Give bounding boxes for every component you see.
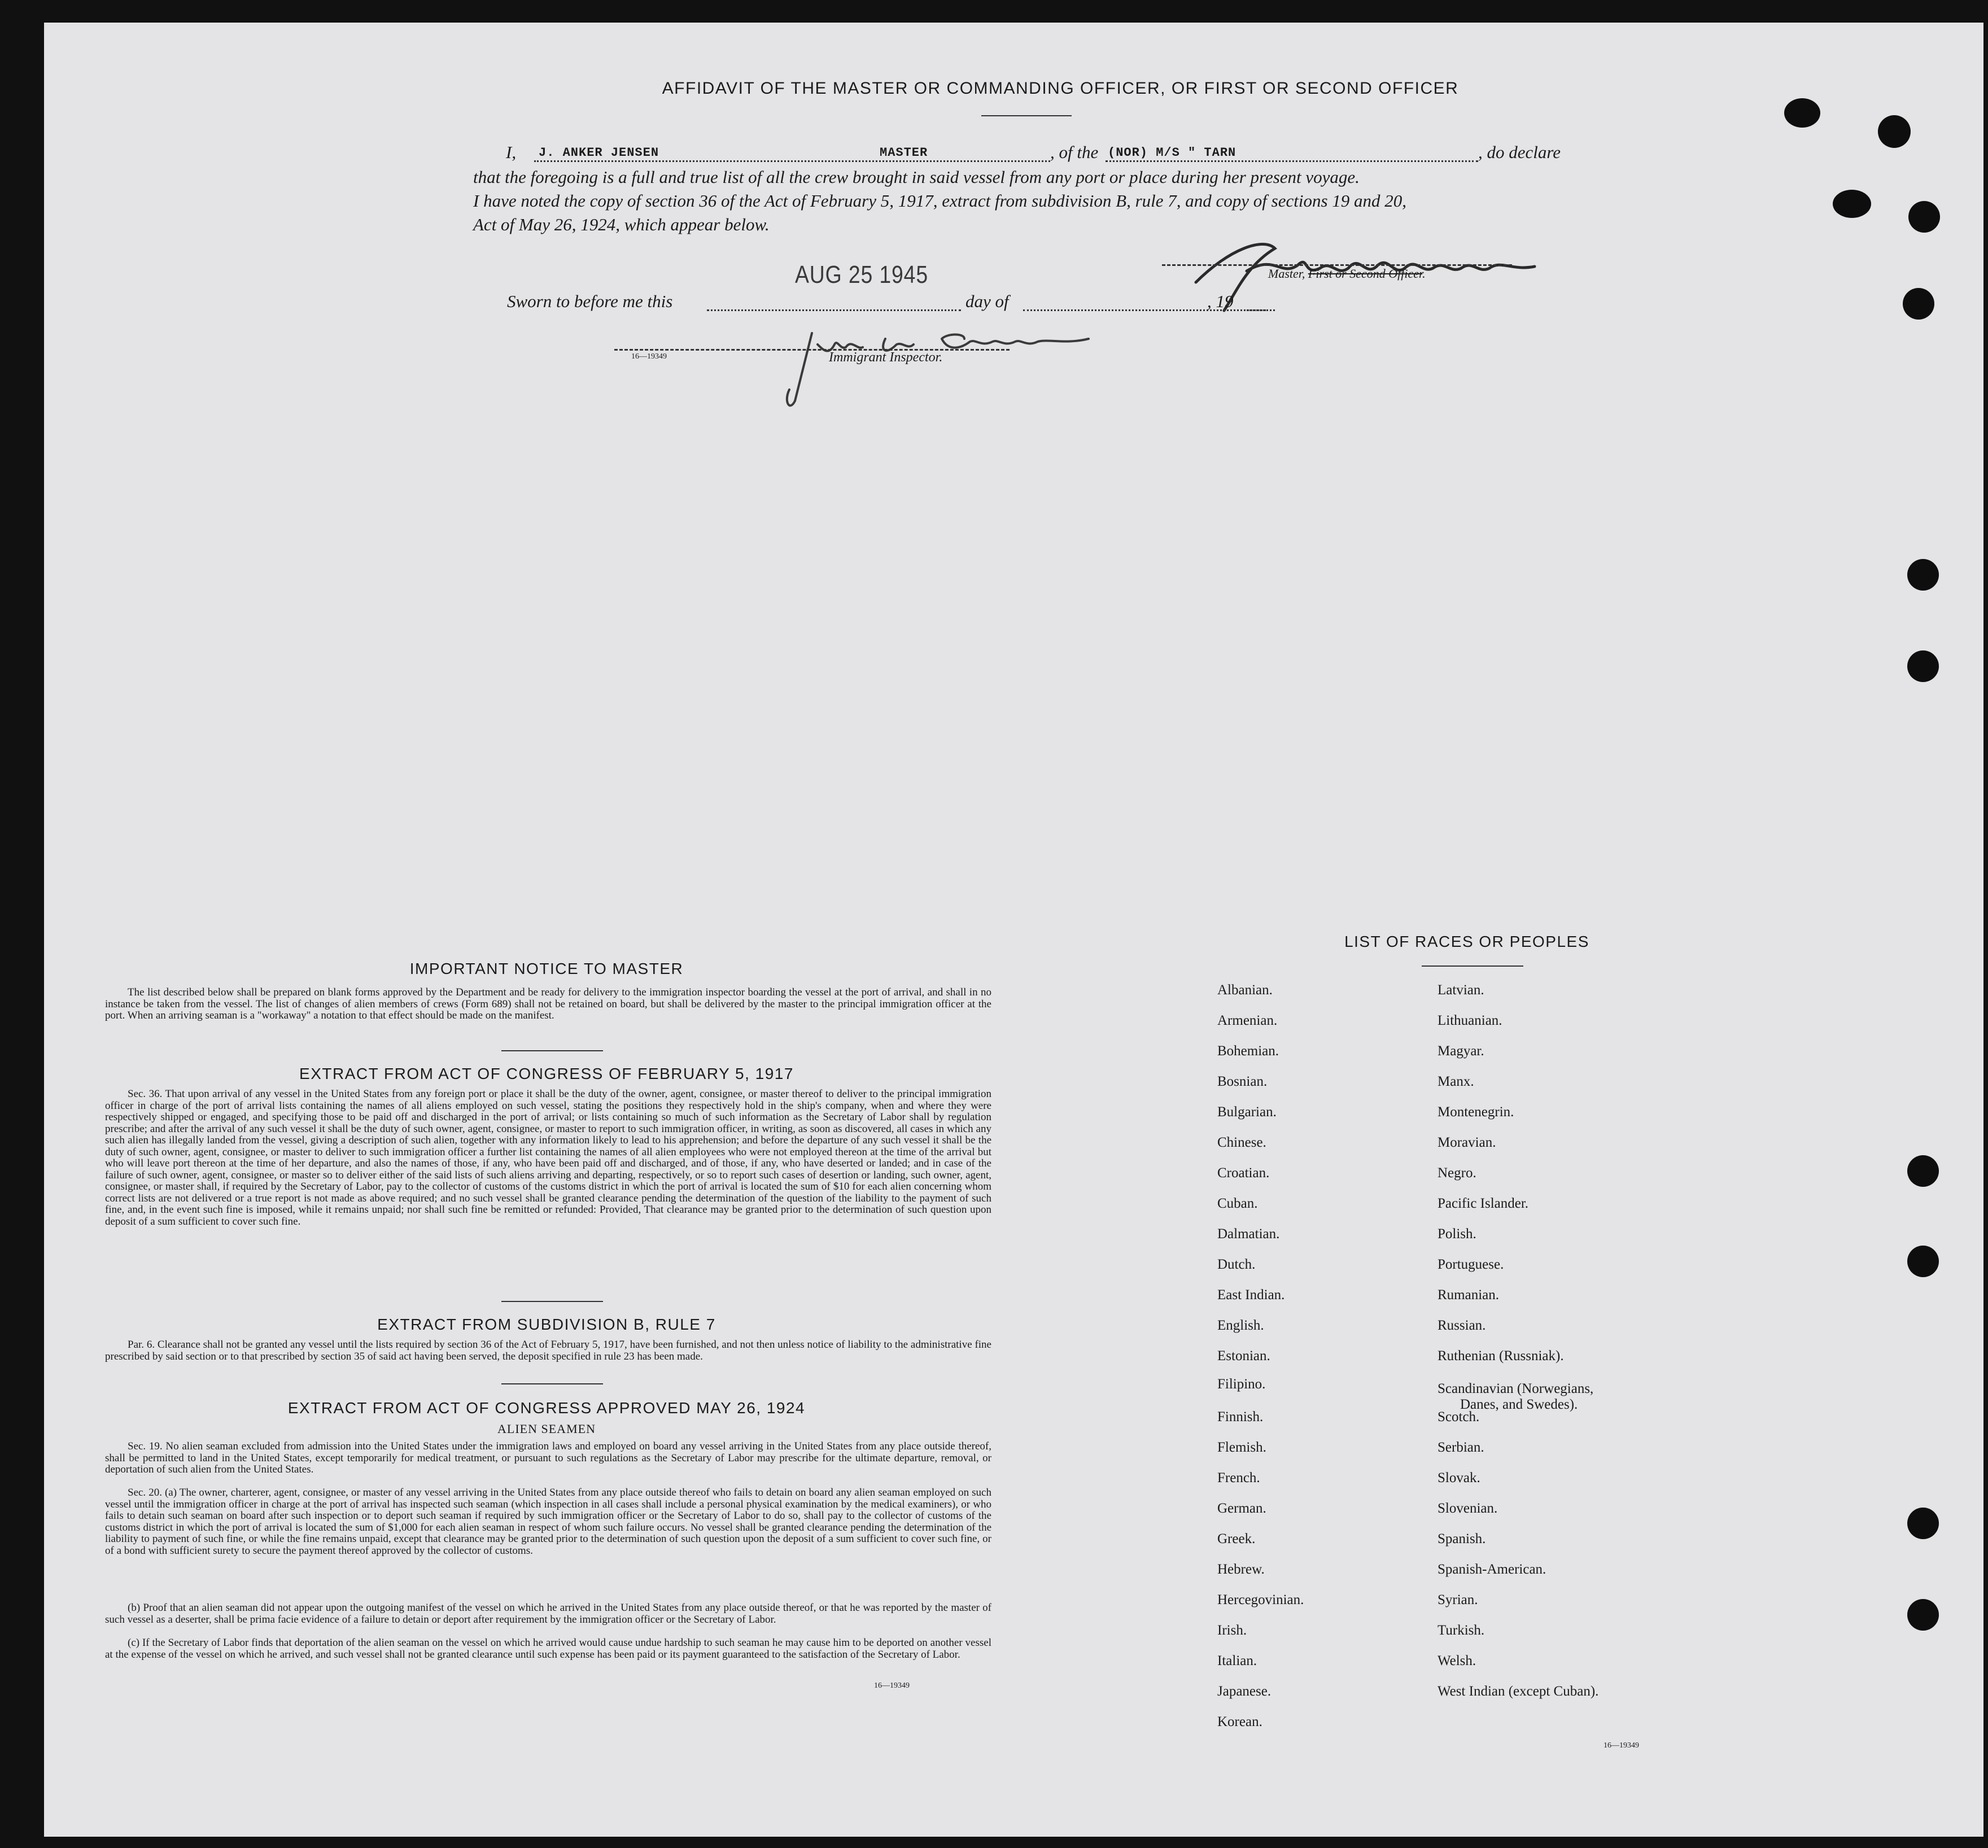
race-item: Hebrew. bbox=[1217, 1562, 1265, 1577]
race-item: English. bbox=[1217, 1318, 1264, 1333]
race-item: Hercegovinian. bbox=[1217, 1592, 1304, 1607]
master-name: J. ANKER JENSEN bbox=[539, 146, 659, 160]
race-item: Turkish. bbox=[1438, 1623, 1485, 1638]
divider bbox=[501, 1050, 603, 1051]
race-item: Russian. bbox=[1438, 1318, 1486, 1333]
race-item: German. bbox=[1217, 1501, 1266, 1516]
punch-hole bbox=[1784, 98, 1820, 128]
punch-hole bbox=[1878, 115, 1911, 148]
race-item: Danes, and Swedes). bbox=[1460, 1397, 1578, 1412]
document-page bbox=[44, 23, 1983, 1837]
race-item: Flemish. bbox=[1217, 1440, 1266, 1455]
race-item: Montenegrin. bbox=[1438, 1104, 1514, 1120]
sworn-day-line bbox=[707, 309, 961, 311]
extract-1924-sec20c: (c) If the Secretary of Labor finds that deportation of the alien seaman on the vessel on which he arrived would cause undue hardship to such seaman he may cause him to be deported on another vessel at the expense of the vessel on which he arrived, and such vessel shall not be granted clearance until such expense has been paid or its payment guaranteed to the satisfaction of the Secretary of Labor. bbox=[105, 1637, 991, 1661]
master-rank: MASTER bbox=[880, 146, 928, 160]
notice-text: The list described below shall be prepared on blank forms approved by the Department and be ready for delivery to the immigration inspector boarding the vessel at the port of arrival, and shall in no instance be taken from the vessel. The list of changes of alien members of crews (Form 689) shall not be retained on board, but shall be delivered by the master to the principal immigration officer at the port. When an arriving seaman is a "workaway" a notation to that effect should be made on the manifest. bbox=[105, 986, 991, 1021]
race-item: Magyar. bbox=[1438, 1043, 1484, 1059]
form-number: 16—19349 bbox=[631, 352, 667, 361]
vessel-field-line bbox=[1106, 160, 1478, 162]
form-number: 16—19349 bbox=[874, 1681, 910, 1690]
extract-rule7-title: EXTRACT FROM SUBDIVISION B, RULE 7 bbox=[377, 1316, 716, 1333]
affidavit-title: AFFIDAVIT OF THE MASTER OR COMMANDING OFFICER, OR FIRST OR SECOND OFFICER bbox=[662, 79, 1459, 98]
race-item: Korean. bbox=[1217, 1714, 1262, 1729]
race-item: Irish. bbox=[1217, 1623, 1247, 1638]
punch-hole bbox=[1907, 1599, 1939, 1631]
race-item: Moravian. bbox=[1438, 1135, 1496, 1150]
punch-hole bbox=[1903, 288, 1934, 320]
declaration-line-3: I have noted the copy of section 36 of the Act of February 5, 1917, extract from subdivision B, rule 7, and copy of sections 19 and 20, bbox=[473, 191, 1407, 211]
race-item: Dalmatian. bbox=[1217, 1226, 1280, 1242]
race-item: Pacific Islander. bbox=[1438, 1196, 1529, 1211]
punch-hole bbox=[1833, 190, 1871, 218]
inspector-caption: Immigrant Inspector. bbox=[829, 350, 943, 365]
year-line bbox=[1247, 309, 1275, 311]
declaration-line-2: that the foregoing is a full and true list of all the crew brought in said vessel from any port or place during her present voyage. bbox=[473, 167, 1360, 187]
divider bbox=[501, 1383, 603, 1384]
race-item: Spanish. bbox=[1438, 1531, 1486, 1546]
divider bbox=[981, 115, 1072, 116]
punch-hole bbox=[1907, 650, 1939, 682]
of-the-label: , of the bbox=[1050, 142, 1099, 162]
declaration-line-4: Act of May 26, 1924, which appear below. bbox=[473, 215, 770, 234]
race-item: Spanish-American. bbox=[1438, 1562, 1546, 1577]
punch-hole bbox=[1907, 1508, 1939, 1539]
extract-1924-sec20a: Sec. 20. (a) The owner, charterer, agent, consignee, or master of any vessel arriving in the United States from any place outside thereof who fails to detain on board any alien seaman employed on such vessel until the immigration officer in charge at the port of arrival has inspected such seaman (which inspection in all cases shall include a personal physical examination by the medical examiners), or who fails to detain such seaman on board after such inspection or to deport such seaman if required by such immigration officer or the Secretary of Labor to do so, shall pay to the collector of customs of the customs district in which the port of arrival is located the sum of $1,000 for each alien seaman in respect of whom such failure occurs. No vessel shall be granted clearance pending the determination of the liability to payment of such fine, or while the fine remains unpaid, except that clearance may be granted prior to the determination of such question upon the deposit of a sum sufficient to cover such fine, or of a bond with sufficient surety to secure the payment thereof approved by the collector of customs. bbox=[105, 1487, 991, 1557]
race-item: Filipino. bbox=[1217, 1377, 1266, 1392]
declaration-line: I, bbox=[506, 142, 517, 162]
race-item: Chinese. bbox=[1217, 1135, 1266, 1150]
extract-1924-sec20b: (b) Proof that an alien seaman did not appear upon the outgoing manifest of the vessel on which he arrived in the United States from any place outside thereof, or that he was reported by the master of such vessel as a deserter, shall be prima facie evidence of a failure to detain or deport after requirement by the immigration officer or the Secretary of Labor. bbox=[105, 1602, 991, 1626]
race-item: Ruthenian (Russniak). bbox=[1438, 1348, 1564, 1364]
race-item: Syrian. bbox=[1438, 1592, 1478, 1607]
race-item: Dutch. bbox=[1217, 1257, 1256, 1272]
officer-caption: Master, First or Second Officer. bbox=[1268, 267, 1426, 281]
race-item: Greek. bbox=[1217, 1531, 1256, 1546]
race-item: Negro. bbox=[1438, 1165, 1476, 1181]
extract-1924-sec19: Sec. 19. No alien seaman excluded from admission into the United States under the immigration laws and employed on board any vessel arriving in the United States from any place outside thereof, shall be permitted to land in the United States, except temporarily for medical treatment, or pursuant to such regulations as the Secretary of Labor may prescribe for the ultimate departure, removal, or deportation of such alien from the United States. bbox=[105, 1440, 991, 1475]
day-of-label: day of bbox=[965, 291, 1009, 311]
form-number: 16—19349 bbox=[1603, 1741, 1639, 1750]
extract-rule7-text: Par. 6. Clearance shall not be granted any vessel until the lists required by section 36 of the Act of February 5, 1917, have been furnished, and not then unless notice of liability to the administrative fine prescribed by said section or to that prescribed by section 35 of said act having been served, the deposit specified in rule 23 has been made. bbox=[105, 1339, 991, 1362]
punch-hole bbox=[1907, 1246, 1939, 1277]
race-item: Rumanian. bbox=[1438, 1287, 1500, 1303]
races-title: LIST OF RACES OR PEOPLES bbox=[1344, 933, 1589, 950]
race-item: East Indian. bbox=[1217, 1287, 1285, 1303]
race-item: Bulgarian. bbox=[1217, 1104, 1277, 1120]
extract-1917-text: Sec. 36. That upon arrival of any vessel in the United States from any foreign port or place it shall be the duty of the owner, agent, consignee, or master thereof to deliver to the principal immigration officer in charge of the port of arrival lists containing the names of all aliens employed on such vessel, stating the positions they respectively hold in the ship's company, when and where they were respectively shipped or engaged, and specifying those to be paid off and discharged in the port of arrival; or lists containing so much of such information as the Secretary of Labor shall by regulation prescribe; and after the arrival of any such vessel it shall be the duty of such owner, agent, consignee, or master to report to such immigration officer, in writing, as soon as discovered, all cases in which any such alien has illegally landed from the vessel, giving a description of such alien, together with any information likely to lead to his apprehension; and before the departure of any such vessel it shall be the duty of such owner, agent, consignee, or master to deliver to such immigration officer a further list containing the names of all alien employees who were not employed thereon at the time of the arrival but who will leave port thereon at the time of her departure, and also the names of those, if any, who have been paid off and discharged, and of those, if any, who have deserted or landed; and in case of the failure of such owner, agent, consignee, or master so to deliver either of the said lists of such aliens arriving and departing, respectively, or so to report such cases of desertion or landing, such owner, agent, consignee, or master shall, if required by the Secretary of Labor, pay to the collector of customs of the customs district in which the port of arrival is located the sum of $10 for each alien concerning whom correct lists are not delivered or a true report is not made as above required; and no such vessel shall be granted clearance pending the determination of the question of the liability to the payment of such fine, and, in the event such fine is imposed, while it remains unpaid; nor shall such fine be remitted or refunded: Provided, That clearance may be granted prior to the determination of such question upon deposit of a sum sufficient to cover such fine. bbox=[105, 1088, 991, 1227]
race-item: Portuguese. bbox=[1438, 1257, 1504, 1272]
extract-1924-title: EXTRACT FROM ACT OF CONGRESS APPROVED MAY 26, 1924 bbox=[287, 1399, 806, 1417]
race-item: Polish. bbox=[1438, 1226, 1476, 1242]
sworn-label: Sworn to before me this bbox=[507, 291, 673, 311]
race-item: Serbian. bbox=[1438, 1440, 1484, 1455]
date-stamp: AUG 25 1945 bbox=[795, 261, 928, 289]
punch-hole bbox=[1907, 1155, 1939, 1187]
notice-title: IMPORTANT NOTICE TO MASTER bbox=[409, 960, 684, 977]
race-item: Estonian. bbox=[1217, 1348, 1270, 1364]
inspector-signature bbox=[772, 316, 1111, 418]
race-item: Bosnian. bbox=[1217, 1074, 1268, 1089]
extract-1924-subtitle: ALIEN SEAMEN bbox=[497, 1422, 596, 1436]
race-item: Latvian. bbox=[1438, 982, 1484, 998]
race-item: Scandinavian (Norwegians, bbox=[1438, 1381, 1594, 1396]
race-item: Armenian. bbox=[1217, 1013, 1278, 1028]
race-item: Lithuanian. bbox=[1438, 1013, 1502, 1028]
race-item: Scotch. bbox=[1438, 1409, 1480, 1425]
inspector-signature-line bbox=[614, 349, 1010, 351]
year-label: , 19 bbox=[1207, 291, 1234, 311]
race-item: French. bbox=[1217, 1470, 1260, 1486]
vessel-name: (NOR) M/S " TARN bbox=[1108, 146, 1237, 160]
race-item: Finnish. bbox=[1217, 1409, 1264, 1425]
race-item: Bohemian. bbox=[1217, 1043, 1279, 1059]
name-field-line bbox=[534, 160, 1050, 162]
race-item: West Indian (except Cuban). bbox=[1438, 1684, 1599, 1699]
signature-line bbox=[1162, 264, 1512, 266]
race-item: Japanese. bbox=[1217, 1684, 1272, 1699]
race-item: Welsh. bbox=[1438, 1653, 1476, 1668]
divider bbox=[1422, 965, 1523, 967]
race-item: Slovenian. bbox=[1438, 1501, 1498, 1516]
race-item: Cuban. bbox=[1217, 1196, 1258, 1211]
punch-hole bbox=[1907, 559, 1939, 591]
extract-1917-title: EXTRACT FROM ACT OF CONGRESS OF FEBRUARY 5, 1917 bbox=[299, 1065, 794, 1082]
race-item: Slovak. bbox=[1438, 1470, 1480, 1486]
race-item: Italian. bbox=[1217, 1653, 1257, 1668]
punch-hole bbox=[1908, 201, 1940, 233]
declare-label: , do declare bbox=[1478, 142, 1561, 162]
race-item: Croatian. bbox=[1217, 1165, 1270, 1181]
race-item: Manx. bbox=[1438, 1074, 1474, 1089]
race-item: Albanian. bbox=[1217, 982, 1273, 998]
divider bbox=[501, 1301, 603, 1302]
